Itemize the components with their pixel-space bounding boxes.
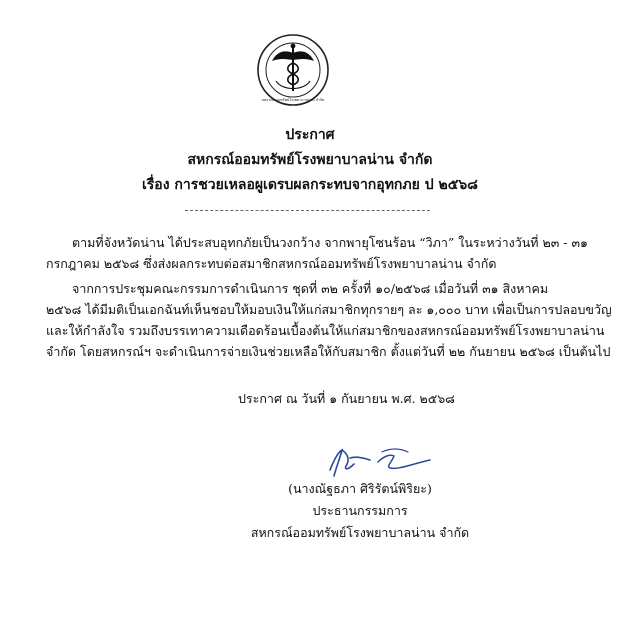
announcement-date: ประกาศ ณ วันที่ ๑ กันยายน พ.ศ. ๒๕๖๘ (238, 391, 455, 406)
cooperative-seal-logo (256, 33, 330, 107)
paragraph2-line2: ๒๕๖๘ ได้มีมติเป็นเอกฉันท์เห็นชอบให้มอบเงินให้แก่สมาชิกทุกรายๆ ละ ๑,๐๐๐ บาท เพื่อเป็นการปลอบขวัญ (46, 302, 612, 317)
paragraph1-line2: กรกฎาคม ๒๕๖๘ ซึ่งส่งผลกระทบต่อสมาชิกสหกรณ์ออมทรัพย์โรงพยาบาลน่าน จำกัด (46, 256, 497, 271)
signature-block (240, 478, 480, 544)
signer-name: (นางณัฐธภา ศิริรัตน์พิริยะ) (288, 481, 432, 496)
dashed-divider (185, 210, 430, 211)
announcement-title: ประกาศ (285, 127, 335, 143)
paragraph1-line1: ตามที่จังหวัดน่าน ได้ประสบอุทกภัยเป็นวงกว้าง จากพายุโซนร้อน “วิภา” ในระหว่างวันที่ ๒๓ - ๓๑ (72, 235, 588, 250)
svg-text:สหกรณ์ออมทรัพย์โรงพยาบาลน่าน จ: สหกรณ์ออมทรัพย์โรงพยาบาลน่าน จำกัด (261, 98, 325, 102)
signer-organization: สหกรณ์ออมทรัพย์โรงพยาบาลน่าน จำกัด (250, 525, 470, 540)
subject-line: เรื่อง การชวยเหลอผูเดรบผลกระทบจากอุทกภย ป ๒๕๖๘ (142, 177, 478, 193)
organization-name: สหกรณ์ออมทรัพย์โรงพยาบาลน่าน จำกัด (187, 152, 433, 168)
paragraph2-line3: และให้กำลังใจ รวมถึงบรรเทาความเดือดร้อนเบื้องต้นให้แก่สมาชิกของสหกรณ์ออมทรัพย์โรงพยาบาลน่าน (46, 323, 605, 338)
paragraph2-line1: จากการประชุมคณะกรรมการดำเนินการ ชุดที่ ๓๒ ครั้งที่ ๑๐/๒๕๖๘ เมื่อวันที่ ๓๑ สิงหาคม (72, 281, 549, 296)
paragraph2-line4: จำกัด โดยสหกรณ์ฯ จะดำเนินการจ่ายเงินช่วยเหลือให้กับสมาชิก ตั้งแต่วันที่ ๒๒ กันยายน ๒๕๖๘ เป็นต้นไป (46, 344, 611, 359)
signer-position: ประธานกรรมการ (312, 503, 408, 518)
